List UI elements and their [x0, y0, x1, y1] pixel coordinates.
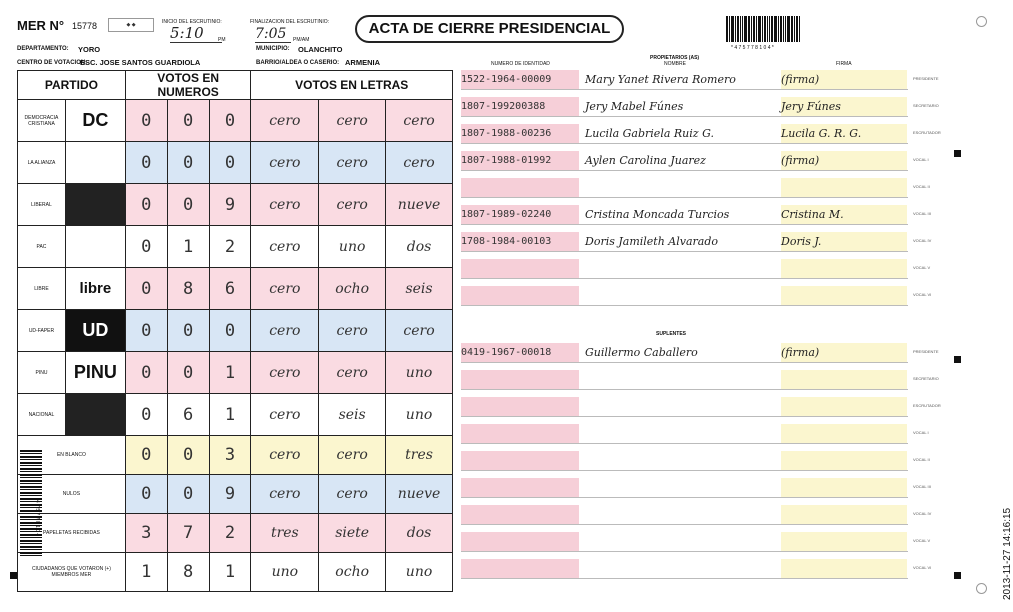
member-id: 1522-1964-00009	[461, 70, 579, 89]
vote-digit: 0	[125, 352, 167, 394]
party-label: PAC	[18, 226, 66, 268]
party-label: LA ALIANZA	[18, 142, 66, 184]
member-row	[461, 178, 908, 198]
side-barcode-text: 4 7 5 7 7 8 1 0 4	[34, 500, 40, 537]
scan-timestamp: 2013-11-27 14:16:15	[1002, 507, 1013, 600]
member-id	[461, 370, 579, 389]
vote-row	[18, 226, 453, 268]
member-name: Doris Jamileth Alvarado	[585, 235, 719, 248]
party-label: NACIONAL	[18, 394, 66, 436]
member-role: VOCAL IV	[913, 238, 932, 243]
vote-digit: 0	[125, 436, 167, 475]
member-role: VOCAL I	[913, 430, 929, 435]
member-signature: (firma)	[781, 343, 907, 362]
vote-word: cero	[319, 352, 386, 394]
vote-digit: 0	[125, 100, 167, 142]
member-row	[461, 505, 908, 525]
member-row	[461, 70, 908, 90]
member-name: Lucila Gabriela Ruiz G.	[585, 127, 714, 140]
vote-word: cero	[251, 142, 319, 184]
vote-digit: 1	[167, 226, 209, 268]
mer-number: 15778	[72, 21, 98, 31]
vote-word: cero	[251, 394, 319, 436]
member-signature	[781, 286, 907, 305]
member-name: Cristina Moncada Turcios	[585, 208, 730, 221]
col-numeros: VOTOS EN NUMEROS	[125, 71, 251, 100]
vote-digit: 0	[125, 184, 167, 226]
vote-digit: 0	[167, 475, 209, 514]
member-row	[461, 259, 908, 279]
vote-word: cero	[319, 100, 386, 142]
member-signature	[781, 505, 907, 524]
party-logo	[65, 142, 125, 184]
vote-digit: 0	[125, 475, 167, 514]
vote-digit: 1	[125, 553, 167, 592]
vote-word: cero	[319, 310, 386, 352]
member-row	[461, 205, 908, 225]
vote-row	[18, 100, 453, 142]
vote-word: nueve	[386, 475, 453, 514]
members-col-id: NUMERO DE IDENTIDAD	[491, 61, 550, 67]
vote-digit: 9	[209, 184, 251, 226]
member-row	[461, 343, 908, 363]
member-name: Jery Mabel Fúnes	[585, 100, 684, 113]
member-row	[461, 124, 908, 144]
member-id: 1807-1989-02240	[461, 205, 579, 224]
vote-row	[18, 475, 453, 514]
suplentes-label: SUPLENTES	[656, 331, 687, 337]
member-signature	[781, 478, 907, 497]
vote-word: dos	[386, 226, 453, 268]
registration-mark	[954, 356, 961, 363]
member-role: ESCRUTADOR	[913, 403, 941, 408]
vote-digit: 0	[125, 142, 167, 184]
member-role: SECRETARIO	[913, 376, 939, 381]
party-logo	[65, 184, 125, 226]
vote-digit: 6	[167, 394, 209, 436]
member-id: 0419-1967-00018	[461, 343, 579, 362]
party-label: LIBERAL	[18, 184, 66, 226]
vote-word: siete	[319, 514, 386, 553]
inicio-label: INICIO DEL ESCRUTINIO:	[162, 19, 222, 25]
member-id	[461, 505, 579, 524]
inicio-suffix: PM	[218, 37, 226, 43]
barrio-label: BARRIO/ALDEA O CASERIO:	[256, 60, 340, 66]
centro-label: CENTRO DE VOTACION:	[17, 60, 88, 66]
member-signature	[781, 370, 907, 389]
vote-digit: 0	[125, 310, 167, 352]
member-role: VOCAL VI	[913, 565, 932, 570]
vote-word: cero	[386, 310, 453, 352]
member-signature	[781, 451, 907, 470]
member-role: ESCRUTADOR	[913, 130, 941, 135]
fin-time: 7:05	[255, 26, 291, 43]
vote-digit: 0	[167, 436, 209, 475]
page-title: ACTA DE CIERRE PRESIDENCIAL	[355, 15, 624, 43]
vote-word: uno	[386, 352, 453, 394]
member-row	[461, 397, 908, 417]
vote-word: uno	[251, 553, 319, 592]
vote-word: seis	[386, 268, 453, 310]
vote-row	[18, 394, 453, 436]
vote-digit: 0	[209, 100, 251, 142]
member-signature	[781, 532, 907, 551]
member-row	[461, 532, 908, 552]
member-row	[461, 424, 908, 444]
vote-word: cero	[251, 100, 319, 142]
vote-word: tres	[251, 514, 319, 553]
vote-word: dos	[386, 514, 453, 553]
member-role: VOCAL III	[913, 484, 931, 489]
vote-digit: 0	[125, 226, 167, 268]
vote-word: uno	[386, 394, 453, 436]
party-label: PINU	[18, 352, 66, 394]
member-id: 1708-1984-00103	[461, 232, 579, 251]
member-role: VOCAL IV	[913, 511, 932, 516]
registration-mark	[10, 572, 17, 579]
member-signature	[781, 424, 907, 443]
member-row	[461, 286, 908, 306]
vote-digit: 8	[167, 268, 209, 310]
registration-mark	[954, 150, 961, 157]
member-role: SECRETARIO	[913, 103, 939, 108]
vote-row	[18, 268, 453, 310]
member-id	[461, 286, 579, 305]
vote-digit: 0	[125, 268, 167, 310]
member-id	[461, 559, 579, 578]
member-row	[461, 151, 908, 171]
vote-word: ocho	[319, 553, 386, 592]
votes-table	[17, 70, 453, 592]
vote-word: uno	[386, 553, 453, 592]
vote-digit: 2	[209, 514, 251, 553]
vote-word: cero	[386, 142, 453, 184]
header-barcode-text: * 4 7 5 7 7 8 1 0 4 *	[731, 45, 774, 51]
member-id	[461, 451, 579, 470]
vote-digit: 3	[209, 436, 251, 475]
header-barcode	[726, 16, 824, 42]
party-logo: libre	[65, 268, 125, 310]
vote-word: cero	[251, 184, 319, 226]
member-id	[461, 259, 579, 278]
vote-digit: 0	[209, 310, 251, 352]
vote-word: nueve	[386, 184, 453, 226]
member-signature	[781, 397, 907, 416]
cne-logo: ◆ ◆	[108, 18, 154, 32]
vote-word: tres	[386, 436, 453, 475]
punch-hole	[976, 16, 987, 27]
vote-word: cero	[319, 142, 386, 184]
member-name: Guillermo Caballero	[585, 346, 698, 359]
vote-digit: 0	[209, 142, 251, 184]
member-row	[461, 232, 908, 252]
vote-digit: 3	[125, 514, 167, 553]
vote-row	[18, 553, 453, 592]
member-signature: Jery Fúnes	[781, 97, 907, 116]
member-role: VOCAL II	[913, 457, 930, 462]
member-row	[461, 370, 908, 390]
vote-word: cero	[251, 310, 319, 352]
member-id: 1807-199200388	[461, 97, 579, 116]
vote-word: cero	[251, 268, 319, 310]
member-signature	[781, 178, 907, 197]
centro-value: ESC. JOSE SANTOS GUARDIOLA	[80, 58, 201, 67]
vote-digit: 0	[167, 310, 209, 352]
fin-label: FINALIZACION DEL ESCRUTINIO:	[250, 19, 329, 25]
vote-digit: 9	[209, 475, 251, 514]
vote-digit: 0	[167, 352, 209, 394]
vote-word: ocho	[319, 268, 386, 310]
member-signature: (firma)	[781, 151, 907, 170]
vote-word: seis	[319, 394, 386, 436]
party-logo: PINU	[65, 352, 125, 394]
member-id: 1807-1988-01992	[461, 151, 579, 170]
vote-digit: 0	[125, 394, 167, 436]
member-role: PRESIDENTE	[913, 349, 939, 354]
vote-digit: 1	[209, 394, 251, 436]
departamento-value: YORO	[78, 45, 101, 54]
member-id	[461, 478, 579, 497]
member-row	[461, 97, 908, 117]
mer-label: MER N°	[17, 18, 65, 33]
inicio-time: 5:10	[170, 24, 222, 43]
vote-word: cero	[251, 226, 319, 268]
vote-digit: 0	[167, 100, 209, 142]
party-logo: UD	[65, 310, 125, 352]
member-row	[461, 559, 908, 579]
vote-word: cero	[319, 475, 386, 514]
member-role: VOCAL I	[913, 157, 929, 162]
municipio-value: OLANCHITO	[298, 45, 343, 54]
vote-word: cero	[319, 184, 386, 226]
party-logo	[65, 226, 125, 268]
party-logo: DC	[65, 100, 125, 142]
vote-digit: 6	[209, 268, 251, 310]
vote-digit: 1	[209, 352, 251, 394]
member-id	[461, 397, 579, 416]
member-signature: (firma)	[781, 70, 907, 89]
party-label: LIBRE	[18, 268, 66, 310]
party-label: UD-FAPER	[18, 310, 66, 352]
col-partido: PARTIDO	[18, 71, 126, 100]
vote-word: cero	[319, 436, 386, 475]
member-role: VOCAL II	[913, 184, 930, 189]
member-name: Aylen Carolina Juarez	[585, 154, 706, 167]
row-label: CIUDADANOS QUE VOTARON (+) MIEMBROS MER	[18, 553, 126, 592]
member-signature: Lucila G. R. G.	[781, 124, 907, 143]
vote-row	[18, 514, 453, 553]
member-id	[461, 424, 579, 443]
vote-word: cero	[251, 436, 319, 475]
member-signature	[781, 259, 907, 278]
members-col-firma: FIRMA	[836, 61, 852, 67]
member-role: PRESIDENTE	[913, 76, 939, 81]
member-role: VOCAL V	[913, 538, 931, 543]
member-row	[461, 478, 908, 498]
member-signature: Cristina M.	[781, 205, 907, 224]
party-logo	[65, 394, 125, 436]
members-col-title: PROPIETARIOS (AS)	[650, 55, 700, 61]
vote-row	[18, 436, 453, 475]
vote-digit: 0	[167, 142, 209, 184]
member-signature: Doris J.	[781, 232, 907, 251]
municipio-label: MUNICIPIO:	[256, 46, 290, 52]
vote-word: cero	[386, 100, 453, 142]
member-id	[461, 532, 579, 551]
member-id: 1807-1988-00236	[461, 124, 579, 143]
registration-mark	[954, 572, 961, 579]
punch-hole	[976, 583, 987, 594]
row-label: NULOS	[18, 475, 126, 514]
barrio-value: ARMENIA	[345, 58, 380, 67]
vote-row	[18, 310, 453, 352]
vote-digit: 7	[167, 514, 209, 553]
party-label: DEMOCRACIA CRISTIANA	[18, 100, 66, 142]
vote-digit: 2	[209, 226, 251, 268]
vote-digit: 8	[167, 553, 209, 592]
row-label: PAPELETAS RECIBIDAS	[18, 514, 126, 553]
vote-digit: 0	[167, 184, 209, 226]
members-col-name: NOMBRE	[664, 61, 686, 67]
col-letras: VOTOS EN LETRAS	[251, 71, 453, 100]
member-role: VOCAL V	[913, 265, 931, 270]
member-name: Mary Yanet Rivera Romero	[585, 73, 736, 86]
vote-word: cero	[251, 475, 319, 514]
member-role: VOCAL III	[913, 211, 931, 216]
member-row	[461, 451, 908, 471]
departamento-label: DEPARTAMENTO:	[17, 46, 69, 52]
member-id	[461, 178, 579, 197]
row-label: EN BLANCO	[18, 436, 126, 475]
vote-row	[18, 142, 453, 184]
member-role: VOCAL VI	[913, 292, 932, 297]
vote-row	[18, 352, 453, 394]
fin-suffix: PM/AM	[293, 37, 310, 43]
vote-row	[18, 184, 453, 226]
vote-word: cero	[251, 352, 319, 394]
vote-digit: 1	[209, 553, 251, 592]
vote-word: uno	[319, 226, 386, 268]
member-signature	[781, 559, 907, 578]
